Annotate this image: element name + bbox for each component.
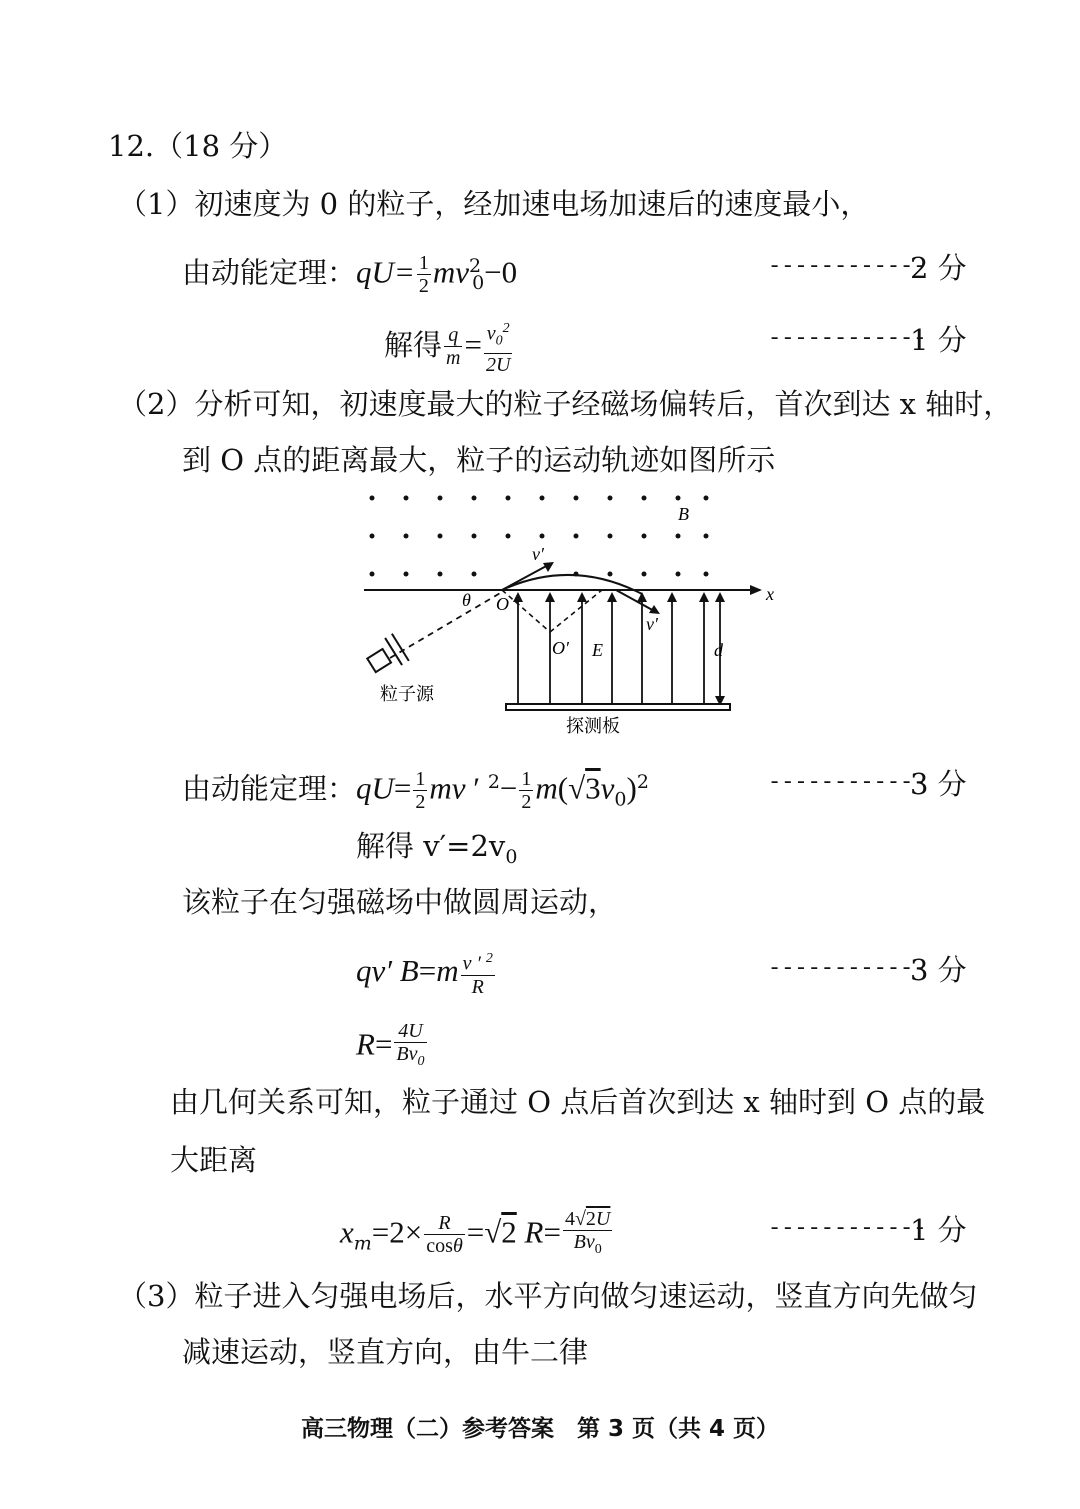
label-theta: θ <box>462 590 471 610</box>
eq2-v0sq-over-2U: $\frac{v_0^2}{2U}$ <box>484 318 512 376</box>
part1-intro: （1）初速度为 0 的粒子，经加速电场加速后的速度最小， <box>118 187 870 221</box>
geometry-text-a: 由几何关系可知，粒子通过 O 点后首次到达 x 轴时到 O 点的最 <box>170 1085 986 1119</box>
label-B: B <box>678 504 689 524</box>
part2-eq3: 由动能定理：qU= $\frac{1}{2}$ mv ′ $^2$− $\frac{1}{2}$ $m(√3v_0)^2$ <box>182 768 649 814</box>
label-v2: v′ <box>646 614 658 634</box>
label-d: d <box>714 640 723 660</box>
eq3-points: 3 分 <box>910 767 967 801</box>
part2-intro-b: 到 O 点的距离最大，粒子的运动轨迹如图所示 <box>182 443 776 477</box>
part1-eq2: 解得 $\frac{q}{m}$ = $\frac{v_0^2}{2U}$ <box>384 318 514 376</box>
eq2-q-over-m: $\frac{q}{m}$ <box>446 324 461 370</box>
part2-eq5: qv′ B=m $\frac{v ' ^2}{R}$ <box>356 948 497 998</box>
label-O: O <box>496 594 509 614</box>
radius-2 <box>550 590 602 632</box>
electric-field-lines <box>518 598 704 706</box>
label-source: 粒子源 <box>380 684 434 704</box>
x-axis-arrow <box>750 585 762 595</box>
particle-source <box>363 634 409 679</box>
eq1-end: −0 <box>484 254 518 290</box>
electric-field-arrowheads <box>513 592 709 602</box>
eq2-dash: ------------ <box>768 326 927 351</box>
trajectory-diagram <box>350 488 790 748</box>
radius-1 <box>502 590 550 632</box>
part2-eq7: $x_m=2\times$ $\frac{R}{\cos\theta}$ =√2 R= $\frac{4√2U}{Bv_0}$ <box>340 1208 611 1257</box>
part1-eq1: 由动能定理：qU= $\frac{1}{2}$ $mv^2_0-0$ <box>182 252 518 298</box>
eq5-dash: ------------ <box>768 956 927 981</box>
part2-eq6: R= $\frac{4U}{Bv_0}$ <box>356 1020 425 1069</box>
eq3-label: 由动能定理： <box>182 771 357 806</box>
eq1-left: qU= <box>356 254 415 290</box>
label-O-prime: O′ <box>552 638 569 658</box>
eq5-points: 3 分 <box>910 953 967 987</box>
eq7-dash: ------------ <box>768 1216 927 1241</box>
eq1-points: 2 分 <box>910 251 967 285</box>
eq7-points: 1 分 <box>910 1213 967 1247</box>
source-path <box>390 592 502 658</box>
eq3-dash: ------------ <box>768 770 927 795</box>
magnetic-field-dots <box>370 496 709 577</box>
eq1-mv: mv <box>432 254 469 290</box>
eq1-half-fraction: $\frac{1}{2}$ <box>418 252 429 298</box>
eq2-points: 1 分 <box>910 323 967 357</box>
detector-plate <box>506 704 730 710</box>
label-v1: v′ <box>532 544 544 564</box>
label-x: x <box>766 584 774 604</box>
part3-intro-a: （3）粒子进入匀强电场后，水平方向做匀速运动，竖直方向先做匀 <box>118 1279 978 1313</box>
part3-intro-b: 减速运动，竖直方向，由牛二律 <box>182 1335 589 1369</box>
v2-arrow <box>616 590 656 612</box>
label-E: E <box>592 640 603 660</box>
part2-intro-a: （2）分析可知，初速度最大的粒子经磁场偏转后，首次到达 x 轴时， <box>118 387 1013 421</box>
eq1-dash: ------------ <box>768 254 927 279</box>
part2-eq4: 解得 $v'=2v_0$ <box>356 829 518 868</box>
geometry-text-b: 大距离 <box>170 1143 258 1177</box>
page-footer: 高三物理（二）参考答案 第 3 页（共 4 页） <box>300 1416 780 1442</box>
circle-motion-text: 该粒子在匀强磁场中做圆周运动， <box>182 885 618 919</box>
label-plate: 探测板 <box>566 716 620 736</box>
question-title: 12.（18 分） <box>108 129 288 163</box>
eq2-label: 解得 <box>384 327 443 362</box>
d-marker-top <box>715 592 725 602</box>
eq1-label: 由动能定理： <box>182 255 357 290</box>
